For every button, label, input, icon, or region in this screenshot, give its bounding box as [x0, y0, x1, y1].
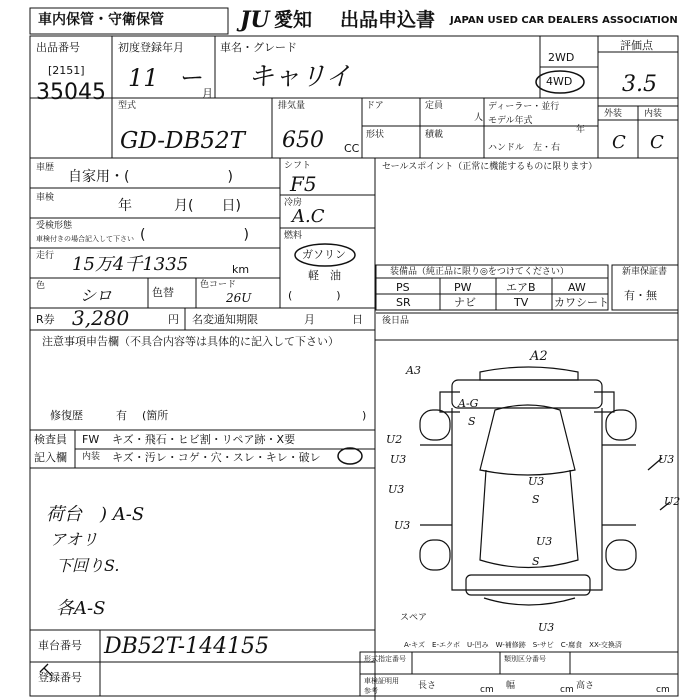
exterior-label: 外装: [604, 109, 623, 119]
mark-center-3: U3: [536, 535, 553, 548]
note-line-2: アオリ: [50, 530, 98, 549]
mark-tailgate-s: S: [468, 415, 476, 428]
fuel-paren: ( ): [288, 289, 341, 302]
mark-top: A2: [530, 349, 548, 364]
length-label: 長さ: [418, 681, 437, 691]
exterior-grade: C: [612, 132, 626, 153]
year-unit: 年: [576, 125, 586, 135]
load-label: 積載: [425, 130, 444, 140]
chassis-number: DB52T-144155: [104, 634, 270, 659]
lot-number: 35045: [36, 80, 106, 105]
recycle-amount: 3,280: [72, 306, 130, 330]
fw-label: FW: [82, 433, 100, 446]
repair-has: 有: [116, 409, 127, 422]
model-year-label: モデル年式: [488, 116, 533, 126]
option-leather-seat: カワシート: [554, 296, 609, 309]
mark-top-left: A3: [406, 364, 421, 377]
door-label: ドア: [366, 101, 384, 111]
fuel-gasoline: ガソリン: [302, 248, 346, 261]
mark-right-mid: U2: [664, 495, 681, 508]
cooling-label: 冷房: [284, 198, 303, 208]
option-pw: PW: [454, 281, 472, 294]
class-label: 類別区分番号: [504, 655, 546, 663]
displacement-label: 排気量: [278, 101, 306, 111]
length-cm: cm: [480, 685, 494, 695]
color-code-value: 26U: [226, 291, 252, 305]
width-label: 幅: [506, 681, 516, 691]
shape-label: 形状: [366, 130, 385, 140]
mark-left-bottom: U3: [394, 519, 411, 532]
option-tv: TV: [514, 296, 529, 309]
option-sr: SR: [396, 296, 411, 309]
color-label: 色: [36, 281, 46, 291]
fw-items: キズ・飛石・ヒビ割・リペア跡・X要: [112, 433, 296, 446]
cooling-value: A.C: [292, 206, 325, 227]
damage-legend: A-キズ E-エクボ U-凹み W-補修跡 S-サビ C-腐食 XX-交換済: [404, 641, 622, 649]
warranty-label: 新車保証書: [622, 267, 668, 277]
person-unit: 人: [474, 113, 484, 123]
color-code-label: 色コード: [200, 280, 237, 290]
storage-label: 車内保管・守衛保管: [38, 12, 164, 28]
option-airbag: エアB: [506, 281, 536, 294]
repair-history-label: 修復歴: [50, 409, 83, 422]
interior-label: 内装: [644, 109, 663, 119]
remarks-label: 参考: [364, 687, 378, 695]
name-change-day: 日: [352, 313, 363, 326]
model-value: GD-DB52T: [120, 128, 245, 154]
options-header: 装備品（純正品に限り◎をつけてください）: [390, 267, 569, 277]
mark-center-2: S: [532, 493, 540, 506]
displacement-value: 650: [282, 128, 324, 153]
repair-place: (箇所: [142, 409, 169, 422]
form-cert-label: 形式指定番号: [364, 655, 406, 663]
interior-grade: C: [650, 132, 664, 153]
receipt-value: ( ): [140, 227, 249, 243]
model-label: 型式: [118, 101, 137, 111]
association-name: JAPAN USED CAR DEALERS ASSOCIATION: [450, 15, 678, 26]
repair-close: ): [362, 409, 367, 422]
inspector-entry-label: 記入欄: [34, 451, 67, 464]
notes-label: 注意事項申告欄（不具合内容等は具体的に記入して下さい）: [42, 335, 339, 348]
score-value: 3.5: [622, 72, 657, 97]
option-navi: ナビ: [454, 296, 476, 309]
width-cm: cm: [560, 685, 574, 695]
lot-sub-number: [2151]: [48, 64, 85, 77]
registration-year: 11: [128, 64, 159, 92]
dealer-label: ディーラー・並行: [488, 102, 560, 112]
name-change-month: 月: [304, 313, 315, 326]
height-label: 高さ: [576, 681, 595, 691]
chassis-label: 車台番号: [38, 639, 82, 652]
inspection-label: 車検: [36, 193, 55, 203]
lot-label: 出品番号: [36, 41, 80, 54]
cc-unit: CC: [344, 142, 360, 155]
mileage-label: 走行: [36, 251, 55, 261]
mark-center-1: U3: [528, 475, 545, 488]
mark-left-lower: U3: [388, 483, 405, 496]
receipt-label: 受検形態: [36, 221, 73, 231]
mark-tailgate: A-G: [458, 397, 479, 410]
ju-logo: JU: [240, 7, 270, 33]
height-cm: cm: [656, 685, 670, 695]
spare-label: スペア: [400, 613, 428, 623]
fuel-label: 燃料: [284, 231, 303, 241]
first-registration-label: 初度登録年月: [118, 41, 184, 54]
history-value: 自家用・( ): [68, 169, 233, 185]
option-ps: PS: [396, 281, 410, 294]
note-line-4: 各A-S: [56, 598, 106, 619]
month-suffix: 月: [202, 87, 213, 100]
yen-unit: 円: [168, 313, 179, 326]
later-date-label: 後日品: [382, 316, 410, 326]
mark-left-mid: U3: [390, 453, 407, 466]
car-name-label: 車名・グレード: [220, 41, 297, 54]
mark-center-4: S: [532, 555, 540, 568]
km-unit: km: [232, 263, 250, 276]
mark-bottom: U3: [538, 621, 555, 634]
drive-2wd: 2WD: [548, 51, 575, 64]
note-line-1: 荷台 ) A-S: [46, 504, 145, 525]
mark-left-upper: U2: [386, 433, 403, 446]
option-aw: AW: [568, 281, 586, 294]
note-line-3: 下回りS.: [56, 556, 120, 575]
mileage-value: 15万4千1335: [72, 254, 189, 275]
inspector-label: 検査員: [34, 433, 67, 446]
sales-point-label: セールスポイント（正常に機能するものに限ります）: [382, 162, 598, 172]
doc-title: 出品申込書: [340, 9, 436, 31]
capacity-label: 定員: [425, 101, 444, 111]
brand-name: 愛知: [274, 9, 313, 31]
name-change-label: 名変通知期限: [192, 313, 258, 326]
fuel-light-oil: 軽 油: [308, 269, 341, 282]
interior-items: キズ・汚レ・コゲ・穴・スレ・キレ・破レ: [112, 451, 321, 464]
receipt-note: 車検付きの場合記入して下さい: [36, 235, 134, 243]
warranty-value: 有・無: [624, 289, 657, 302]
vehicle-cert-label: 車検証明用: [364, 677, 399, 685]
mark-right-upper: U3: [658, 453, 675, 466]
interior-inspect-label: 内装: [82, 452, 101, 462]
score-label: 評価点: [620, 39, 653, 52]
color-value: シロ: [80, 286, 113, 305]
handle-label: ハンドル 左・右: [488, 143, 561, 153]
color-change-label: 色替: [152, 286, 174, 299]
registration-dash: ー: [178, 64, 202, 92]
shift-value: F5: [290, 172, 317, 196]
car-name: キャリイ: [248, 62, 352, 92]
recycle-label: R券: [36, 313, 55, 326]
shift-label: シフト: [284, 161, 312, 171]
history-label: 車歴: [36, 163, 55, 173]
drive-4wd: 4WD: [546, 75, 573, 88]
registration-number-label: 登録番号: [38, 671, 82, 684]
inspection-value: 年 月( 日): [118, 198, 241, 214]
